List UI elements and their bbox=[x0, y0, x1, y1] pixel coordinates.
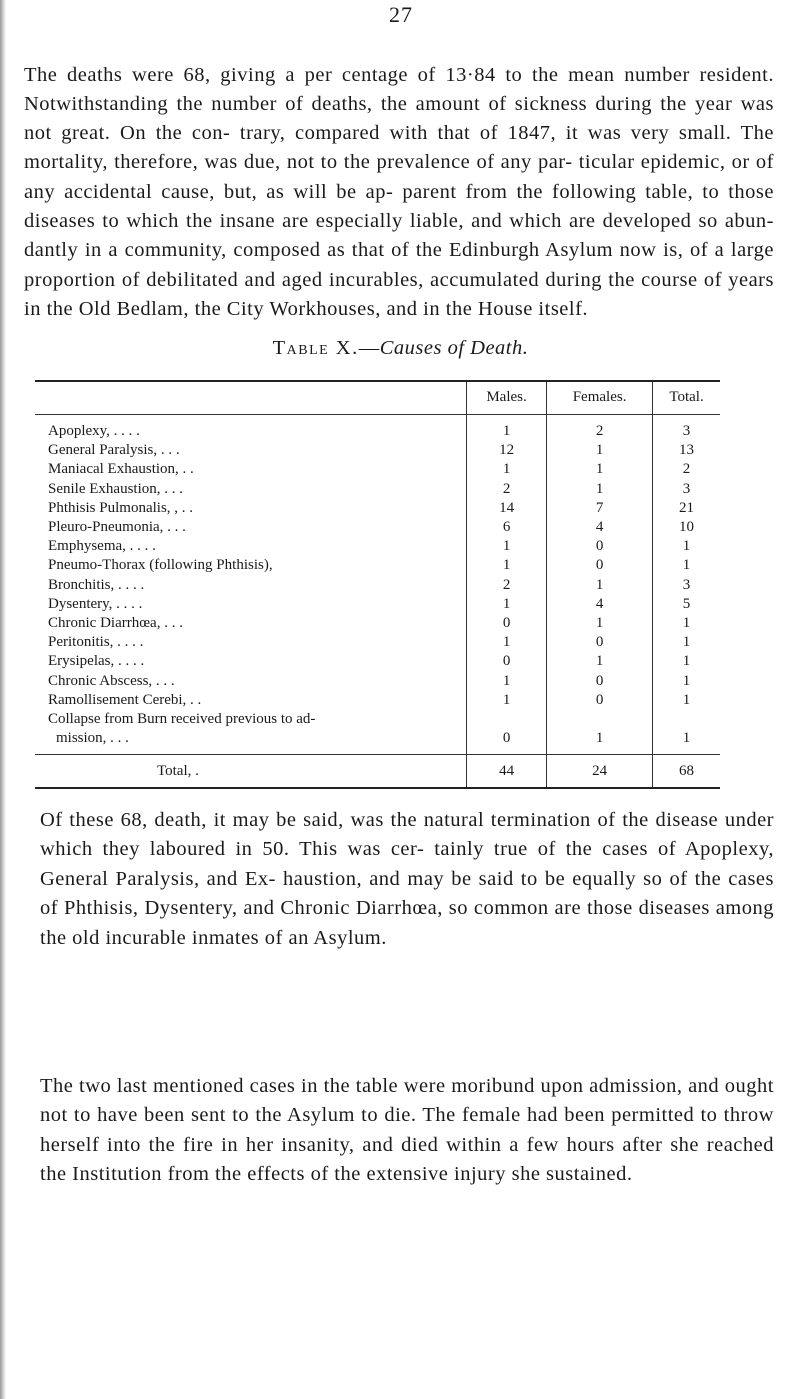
total-count: 2 bbox=[653, 460, 720, 479]
table-row bbox=[35, 480, 720, 499]
females-count: 2 bbox=[547, 415, 653, 442]
binding-shadow bbox=[0, 0, 6, 1399]
cause-name: Bronchitis, . . . . bbox=[48, 576, 145, 593]
females-count: 1 bbox=[547, 710, 653, 755]
closing-paragraph: The two last mentioned cases in the table were moribund upon admission, and ought not to have been sent to the Asylum to die. The female had been permitted to throw herself into the fire in her insanity, and died within a few hours after she reached the Institution from the effects of the extensive injury she sustained. bbox=[40, 1074, 774, 1186]
females-count: 0 bbox=[547, 633, 653, 652]
table-caption-dash: — bbox=[358, 337, 380, 359]
cause-name: Apoplexy, . . . . bbox=[48, 423, 140, 439]
males-count: 1 bbox=[467, 415, 547, 442]
paragraph-after-table: Of these 68, death, it may be said, was the natural termination of the disease under which they laboured in 50. This was cer- tainly true of the cases of Apoplexy, General Paralysis, and Ex- haustion, and may be said to be equally so of the cases of Phthisis, Dysentery, and Chronic Diarrhœa, so common are those diseases among the old incurable inmates of an Asylum. bbox=[40, 808, 774, 949]
header-cause-blank bbox=[35, 382, 467, 415]
page-number: 27 bbox=[389, 2, 413, 27]
females-count: 1 bbox=[547, 576, 653, 595]
cause-name: Dysentery, . . . . bbox=[48, 595, 143, 612]
cause-name: Erysipelas, . . . . bbox=[48, 653, 145, 670]
total-label: Total, . bbox=[35, 755, 467, 788]
grand-total: 68 bbox=[653, 755, 720, 788]
total-count: 1 bbox=[653, 537, 720, 556]
males-count: 1 bbox=[467, 691, 547, 710]
table-row bbox=[35, 614, 720, 633]
table-header-row bbox=[35, 382, 720, 415]
females-count: 0 bbox=[547, 556, 653, 575]
females-count: 4 bbox=[547, 518, 653, 537]
table-row bbox=[35, 499, 720, 518]
table-caption-title: Causes of Death. bbox=[379, 337, 529, 359]
cause-name: Phthisis Pulmonalis, , . . bbox=[48, 499, 194, 516]
females-total: 24 bbox=[547, 755, 653, 788]
males-total: 44 bbox=[467, 755, 547, 788]
males-count: 1 bbox=[467, 460, 547, 479]
table-row bbox=[35, 537, 720, 556]
total-count: 10 bbox=[653, 518, 720, 537]
table-row bbox=[35, 460, 720, 479]
total-count: 1 bbox=[653, 672, 720, 691]
total-count: 21 bbox=[653, 499, 720, 518]
causes-of-death-table bbox=[35, 380, 720, 789]
males-count: 1 bbox=[467, 595, 547, 614]
males-count: 1 bbox=[467, 537, 547, 556]
females-count: 0 bbox=[547, 537, 653, 556]
table-row bbox=[35, 415, 720, 442]
cause-name: Peritonitis, . . . . bbox=[48, 634, 144, 651]
males-count: 2 bbox=[467, 576, 547, 595]
cause-name-line-1: Collapse from Burn received previous to ad- bbox=[48, 711, 316, 728]
total-count: 1 bbox=[653, 691, 720, 710]
cause-name: Pleuro-Pneumonia, . . . bbox=[48, 519, 186, 536]
cause-name: Emphysema, . . . . bbox=[48, 538, 156, 555]
header-females: Females. bbox=[547, 382, 653, 415]
males-count: 0 bbox=[467, 614, 547, 633]
intro-paragraph: The deaths were 68, giving a per centage of 13·84 to the mean number resident. Notwithstanding the number of deaths, the amount of sickness during the year was not great. On the con- trary, compared with that of 1847, it was very small. The mortality, therefore, was due, not to the prevalence of any par- ticular epidemic, or of any accidental cause, but, as will be ap- parent from the following table, to those diseases to which the insane are especially liable, and which are developed so abun- dantly in a community, composed as that of the Edinburgh Asylum now is, of a large proportion of debilitated and aged incurables, accumulated during the course of years in the Old Bedlam, the City Workhouses, and in the House itself. bbox=[24, 63, 774, 320]
header-total: Total. bbox=[653, 382, 720, 415]
cause-name bbox=[35, 710, 467, 755]
cause-name: General Paralysis, . . . bbox=[48, 442, 180, 459]
males-count: 0 bbox=[467, 652, 547, 671]
cause-name-line-2: mission, . . . bbox=[56, 730, 129, 747]
table-row bbox=[35, 691, 720, 710]
males-count: 0 bbox=[467, 710, 547, 755]
females-count: 1 bbox=[547, 441, 653, 460]
total-count: 3 bbox=[653, 480, 720, 499]
header-males: Males. bbox=[467, 382, 547, 415]
total-count: 13 bbox=[653, 441, 720, 460]
cause-name: Chronic Abscess, . . . bbox=[48, 672, 175, 689]
total-count: 3 bbox=[653, 415, 720, 442]
table-row bbox=[35, 441, 720, 460]
table-row bbox=[35, 710, 720, 755]
table-row bbox=[35, 633, 720, 652]
table-total-row bbox=[35, 755, 720, 788]
table-row bbox=[35, 518, 720, 537]
females-count: 1 bbox=[547, 652, 653, 671]
total-count: 3 bbox=[653, 576, 720, 595]
males-count: 12 bbox=[467, 441, 547, 460]
total-count: 1 bbox=[653, 614, 720, 633]
females-count: 7 bbox=[547, 499, 653, 518]
table-caption bbox=[0, 337, 801, 360]
cause-name: Chronic Diarrhœa, . . . bbox=[48, 615, 183, 632]
females-count: 4 bbox=[547, 595, 653, 614]
cause-name: Maniacal Exhaustion, . . bbox=[48, 461, 194, 478]
cause-name: Senile Exhaustion, . . . bbox=[48, 480, 183, 497]
total-count: 1 bbox=[653, 652, 720, 671]
table-row bbox=[35, 652, 720, 671]
total-count: 1 bbox=[653, 556, 720, 575]
cause-name: Pneumo-Thorax (following Phthisis), bbox=[48, 557, 273, 574]
table-row bbox=[35, 672, 720, 691]
males-count: 6 bbox=[467, 518, 547, 537]
females-count: 1 bbox=[547, 460, 653, 479]
males-count: 1 bbox=[467, 633, 547, 652]
males-count: 1 bbox=[467, 556, 547, 575]
males-count: 1 bbox=[467, 672, 547, 691]
females-count: 1 bbox=[547, 480, 653, 499]
females-count: 1 bbox=[547, 614, 653, 633]
table-row bbox=[35, 576, 720, 595]
total-count: 1 bbox=[653, 710, 720, 755]
total-count: 5 bbox=[653, 595, 720, 614]
table-row bbox=[35, 556, 720, 575]
males-count: 2 bbox=[467, 480, 547, 499]
males-count: 14 bbox=[467, 499, 547, 518]
total-count: 1 bbox=[653, 633, 720, 652]
table-caption-label: Table X. bbox=[272, 337, 359, 359]
cause-name: Ramollisement Cerebi, . . bbox=[48, 691, 202, 708]
table-row bbox=[35, 595, 720, 614]
females-count: 0 bbox=[547, 672, 653, 691]
females-count: 0 bbox=[547, 691, 653, 710]
